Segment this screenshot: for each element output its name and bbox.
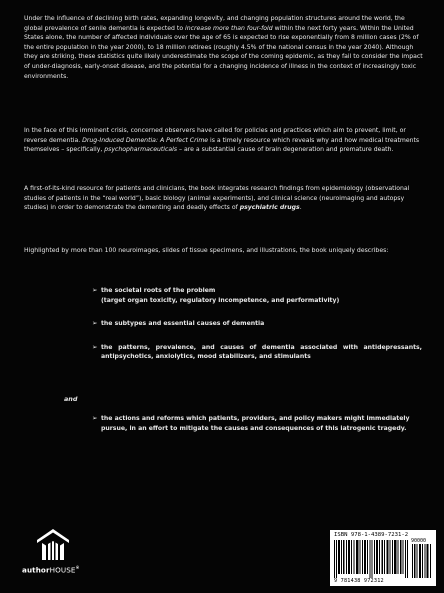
list-item	[92, 414, 422, 433]
publisher-logo	[22, 528, 88, 584]
price-addon-number: 90000	[411, 538, 427, 544]
paragraph-4: Highlighted by more than 100 neuroimages, slides of tissue specimens, and illustrations, the book uniquely describes:	[24, 247, 389, 254]
paragraph-2	[24, 126, 424, 155]
list-item	[92, 343, 422, 362]
paragraph-3	[24, 184, 424, 213]
paragraph-3-text-a: A first-of-its-kind resource for patients and clinicians, the book integrates research findings from epidemiology (observational studies of patients in the “real world”), basic biology (animal experiments), and clinical science (neuroimaging and autopsy studies) in order to demonstrate the dementing and deadly effects of	[24, 185, 410, 212]
book-title-italic: Drug-Induced Dementia: A Perfect Crime	[82, 136, 209, 144]
bullet-list	[92, 286, 422, 372]
isbn-text: ISBN 978-1-4389-7231-2	[334, 532, 409, 538]
isbn-barcode	[330, 530, 436, 586]
paragraph-1-italic: increase more than four-fold	[185, 24, 273, 32]
bullet-text: the patterns, prevalence, and causes of dementia associated with antidepressants, antipsychotics, anxiolytics, mood stabilizers, and stimulants	[101, 343, 422, 361]
paragraph-1	[24, 14, 424, 81]
paragraph-3-bold-italic: psychiatric drugs	[239, 204, 300, 212]
paragraph-1-text-a: Under the influence of declining birth rates, expanding longevity, and changing population structures around the world, the global prevalence of senile dementia is expected to	[24, 15, 405, 32]
paragraph-2-italic: psychopharmaceuticals	[104, 146, 178, 154]
list-item	[92, 286, 422, 305]
barcode-addon-bars	[412, 544, 432, 578]
arrow-bullet-icon: ➢	[92, 286, 98, 294]
bullet-text: the societal roots of the problem (target organ toxicity, regulatory incompetence, and performativity)	[101, 287, 340, 304]
paragraph-2-text-b: is a timely resource which reveals why and how medical treatments themselves – specifically,	[24, 136, 420, 154]
arrow-bullet-icon: ➢	[92, 342, 98, 351]
publisher-name-light: HOUSE	[49, 565, 76, 575]
house-logo-icon	[36, 528, 70, 562]
publisher-name-bold: author	[22, 565, 50, 575]
bullet-text: the actions and reforms which patients, providers, and policy makers might immediately pursue, in an effort to mitigate the causes and consequences of this iatrogenic tragedy.	[101, 415, 410, 432]
barcode-number: 9 781438 972312	[334, 578, 384, 584]
arrow-bullet-icon: ➢	[92, 414, 98, 422]
paragraph-3-text-b: .	[299, 204, 302, 212]
paragraph-2-text-a: In the face of this imminent crisis, concerned observers have called for policies and practices which aim to prevent, limit, or reverse dementia.	[24, 127, 406, 144]
bullet-text: the subtypes and essential causes of dementia	[101, 320, 265, 328]
paragraph-2-text-c: – are a substantial cause of brain degeneration and premature death.	[177, 146, 394, 154]
bullet-list-2	[92, 414, 422, 447]
arrow-bullet-icon: ➢	[92, 319, 98, 328]
publisher-name	[22, 565, 80, 574]
registered-mark: ®	[75, 565, 80, 570]
and-connector: and	[64, 395, 78, 403]
list-item	[92, 319, 422, 329]
barcode-bars	[334, 540, 408, 578]
paragraph-1-text-b: within the next forty years. Within the United States alone, the number of affected individuals over the age of 65 is expected to rise exponentially from 8 million cases (2% of the entire population in the year 2000), to 18 million retirees (roughly 4.5% of the national census in the year 2040). Although they are striking, these statistics quite likely underestimate the scope of the coming epidemic, as they fail to consider the impact of under-diagnosis, early-onset disease, and the potential for a changing incidence of illness in the context of increasingly toxic environments.	[24, 24, 423, 80]
